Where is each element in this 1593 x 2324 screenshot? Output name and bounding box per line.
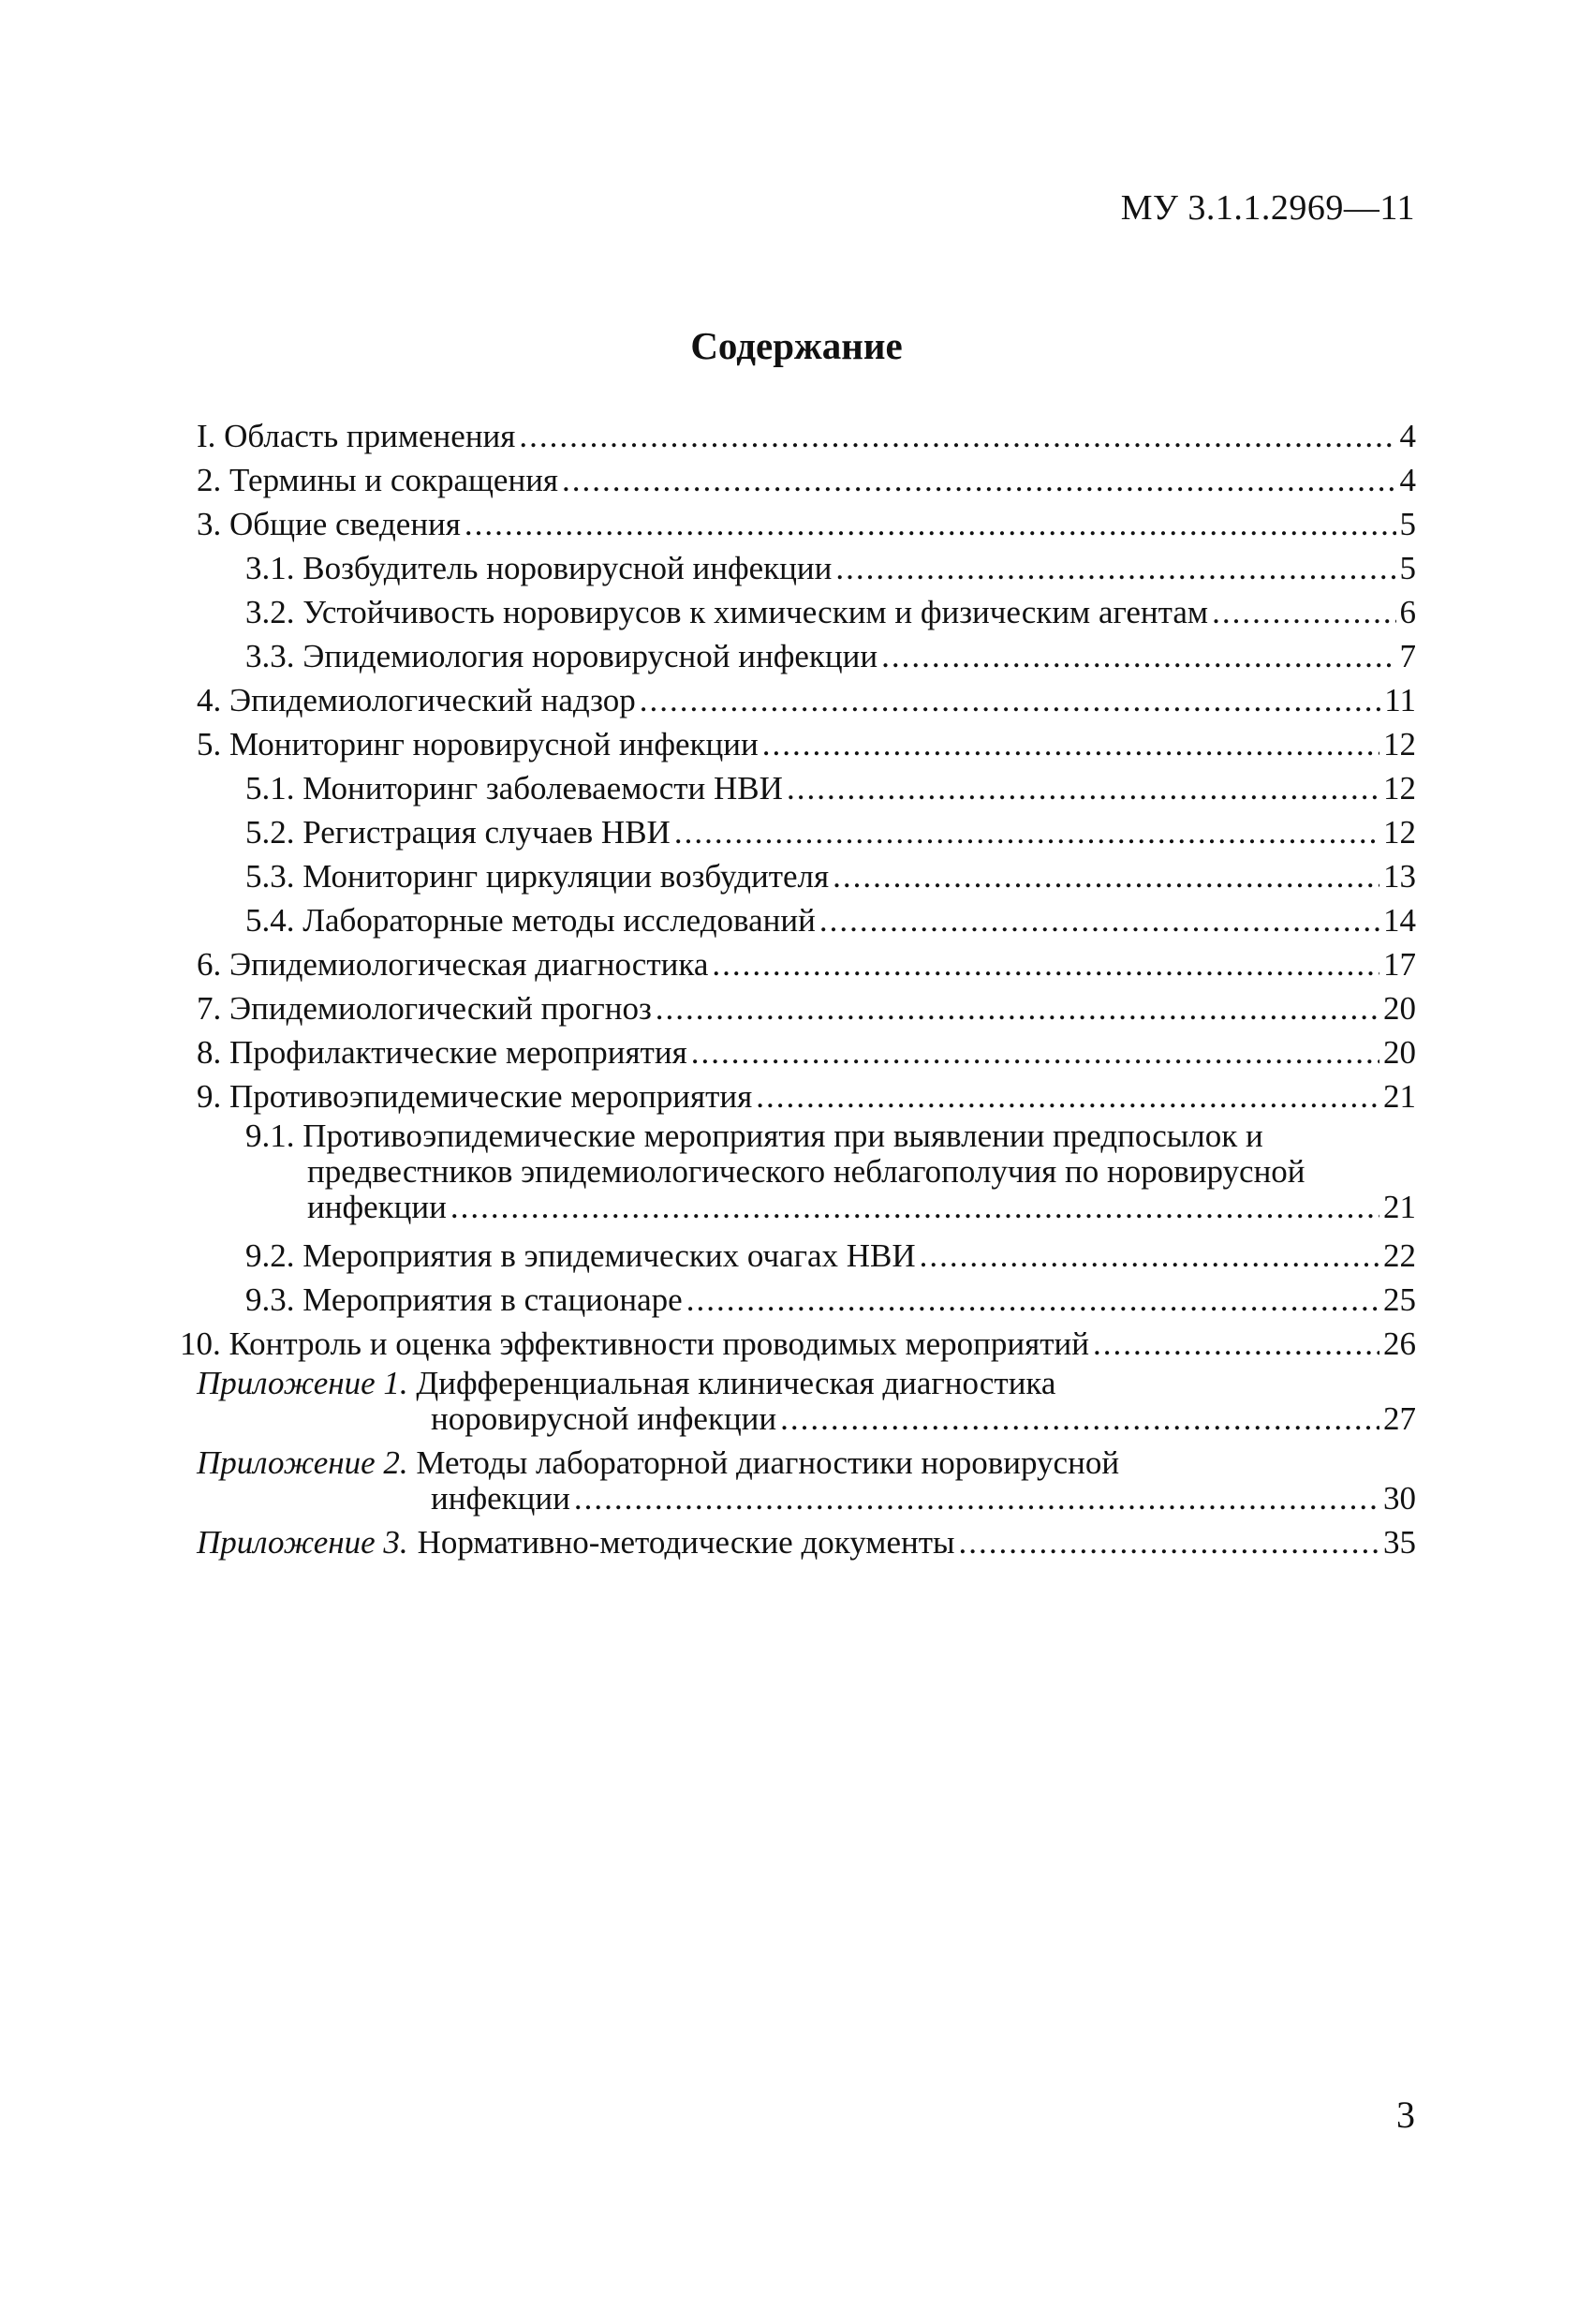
toc-entry-text: 3.2. Устойчивость норовирусов к химическим и физическим агентам — [245, 594, 1209, 630]
toc-entry-text: 9.2. Мероприятия в эпидемических очагах НВИ — [245, 1237, 916, 1274]
toc-leader-dots — [881, 634, 1395, 678]
toc-entry[interactable] — [197, 502, 1416, 546]
toc-entry[interactable] — [197, 1074, 1416, 1118]
toc-entry-text: 10. Контроль и оценка эффективности проводимых мероприятий — [180, 1325, 1089, 1362]
toc-leader-dots — [656, 986, 1379, 1030]
toc-entry-page: 13 — [1383, 858, 1416, 895]
toc-entry[interactable] — [197, 414, 1416, 458]
toc-entry[interactable] — [197, 1030, 1416, 1074]
toc-entry-page: 20 — [1383, 990, 1416, 1027]
toc-entry-text: 5.2. Регистрация случаев НВИ — [245, 814, 671, 851]
toc-entry-page: 14 — [1383, 902, 1416, 939]
toc-entry-text: 7. Эпидемиологический прогноз — [197, 990, 652, 1027]
page-number: 3 — [1396, 2094, 1415, 2136]
toc-entry-text-line1: Методы лабораторной диагностики норовирусной — [416, 1444, 1120, 1481]
toc-entry-text: 9.3. Мероприятия в стационаре — [245, 1281, 683, 1318]
toc-entry-page: 21 — [1383, 1078, 1416, 1115]
toc-entry-page: 12 — [1383, 770, 1416, 807]
toc-leader-dots — [574, 1481, 1379, 1517]
toc-entry-page: 11 — [1384, 682, 1416, 718]
toc-entry-text-line1: 9.1. Противоэпидемические мероприятия при выявлении предпосылок и — [245, 1118, 1263, 1154]
toc-entry-text: 5.4. Лабораторные методы исследований — [245, 902, 816, 939]
toc-entry-page: 5 — [1399, 550, 1416, 586]
toc-subentry[interactable] — [197, 634, 1416, 678]
toc-entry-text: I. Область применения — [197, 418, 516, 454]
toc-entry-page: 4 — [1399, 418, 1416, 454]
toc-entry-text: Нормативно-методические документы — [417, 1524, 955, 1561]
toc-leader-dots — [787, 766, 1379, 810]
toc-leader-dots — [756, 1074, 1379, 1118]
toc-subentry-multiline[interactable] — [197, 1118, 1416, 1225]
toc-leader-dots — [712, 942, 1379, 986]
toc-leader-dots — [1212, 590, 1395, 634]
toc-entry-text-line3: инфекции — [307, 1189, 447, 1225]
toc-entry-text-line1: Дифференциальная клиническая диагностика — [416, 1365, 1056, 1401]
toc-entry-text: 4. Эпидемиологический надзор — [197, 682, 636, 718]
toc-entry[interactable] — [197, 678, 1416, 722]
toc-entry[interactable] — [180, 1322, 1416, 1366]
toc-entry-page: 25 — [1383, 1281, 1416, 1318]
toc-entry-page: 5 — [1399, 506, 1416, 542]
toc-appendix-entry[interactable] — [197, 1366, 1416, 1437]
toc-entry-page: 27 — [1383, 1400, 1416, 1437]
toc-entry-text-line2: норовирусной инфекции — [431, 1400, 777, 1437]
toc-leader-dots — [691, 1030, 1379, 1074]
toc-leader-dots — [519, 414, 1395, 458]
toc-entry-text: 8. Профилактические мероприятия — [197, 1034, 687, 1071]
toc-entry-text: 5.3. Мониторинг циркуляции возбудителя — [245, 858, 830, 895]
appendix-label: Приложение 3. — [197, 1524, 408, 1561]
toc-entry[interactable] — [197, 942, 1416, 986]
toc-entry-text: 9. Противоэпидемические мероприятия — [197, 1078, 753, 1115]
page-title: Содержание — [690, 324, 903, 367]
toc-leader-dots — [780, 1401, 1379, 1437]
toc-leader-dots — [920, 1234, 1379, 1278]
toc-entry-page: 22 — [1383, 1237, 1416, 1274]
toc-leader-dots — [465, 502, 1396, 546]
toc-subentry[interactable] — [197, 766, 1416, 810]
toc-entry-page: 4 — [1399, 462, 1416, 498]
toc-subentry[interactable] — [197, 590, 1416, 634]
toc-entry-page: 20 — [1383, 1034, 1416, 1071]
toc-leader-dots — [562, 458, 1395, 502]
toc-entry-text: 3.3. Эпидемиология норовирусной инфекции — [245, 638, 878, 674]
toc-subentry[interactable] — [197, 546, 1416, 590]
toc-entry-text-line2: предвестников эпидемиологического неблагополучия по норовирусной — [307, 1153, 1305, 1190]
toc-entry-text: 6. Эпидемиологическая диагностика — [197, 946, 709, 983]
toc-entry-text-line2: инфекции — [431, 1480, 570, 1517]
toc-entry-page: 26 — [1383, 1325, 1416, 1362]
toc-entry-text: 5.1. Мониторинг заболеваемости НВИ — [245, 770, 783, 807]
toc-entry-page: 12 — [1383, 726, 1416, 762]
toc-entry-page: 21 — [1383, 1189, 1416, 1225]
toc-leader-dots — [959, 1525, 1379, 1561]
toc-entry-text: 2. Термины и сокращения — [197, 462, 559, 498]
toc-subentry[interactable] — [197, 898, 1416, 942]
toc-leader-dots — [450, 1190, 1379, 1225]
appendix-label: Приложение 2. — [197, 1444, 408, 1481]
toc-entry[interactable] — [197, 722, 1416, 766]
toc-entry-text: 5. Мониторинг норовирусной инфекции — [197, 726, 759, 762]
toc-entry-page: 30 — [1383, 1480, 1416, 1517]
toc-entry-page: 35 — [1383, 1524, 1416, 1561]
appendix-label: Приложение 1. — [197, 1365, 408, 1401]
toc-leader-dots — [674, 810, 1379, 854]
toc-entry[interactable] — [197, 986, 1416, 1030]
toc-appendix-entry[interactable] — [197, 1525, 1416, 1561]
toc-entry[interactable] — [197, 458, 1416, 502]
toc-subentry[interactable] — [197, 1278, 1416, 1322]
table-of-contents — [180, 414, 1416, 1561]
toc-entry-text: 3. Общие сведения — [197, 506, 461, 542]
toc-entry-page: 17 — [1383, 946, 1416, 983]
toc-subentry[interactable] — [197, 1234, 1416, 1278]
toc-leader-dots — [833, 854, 1379, 898]
toc-entry-page: 6 — [1399, 594, 1416, 630]
toc-leader-dots — [640, 678, 1381, 722]
toc-leader-dots — [1093, 1322, 1379, 1366]
toc-entry-page: 12 — [1383, 814, 1416, 851]
toc-subentry[interactable] — [197, 810, 1416, 854]
toc-subentry[interactable] — [197, 854, 1416, 898]
toc-leader-dots — [819, 898, 1379, 942]
toc-entry-page: 7 — [1399, 638, 1416, 674]
toc-leader-dots — [762, 722, 1379, 766]
document-code: МУ 3.1.1.2969—11 — [1120, 188, 1415, 228]
toc-leader-dots — [835, 546, 1395, 590]
toc-appendix-entry[interactable] — [197, 1445, 1416, 1517]
toc-entry-text: 3.1. Возбудитель норовирусной инфекции — [245, 550, 833, 586]
toc-leader-dots — [686, 1278, 1379, 1322]
